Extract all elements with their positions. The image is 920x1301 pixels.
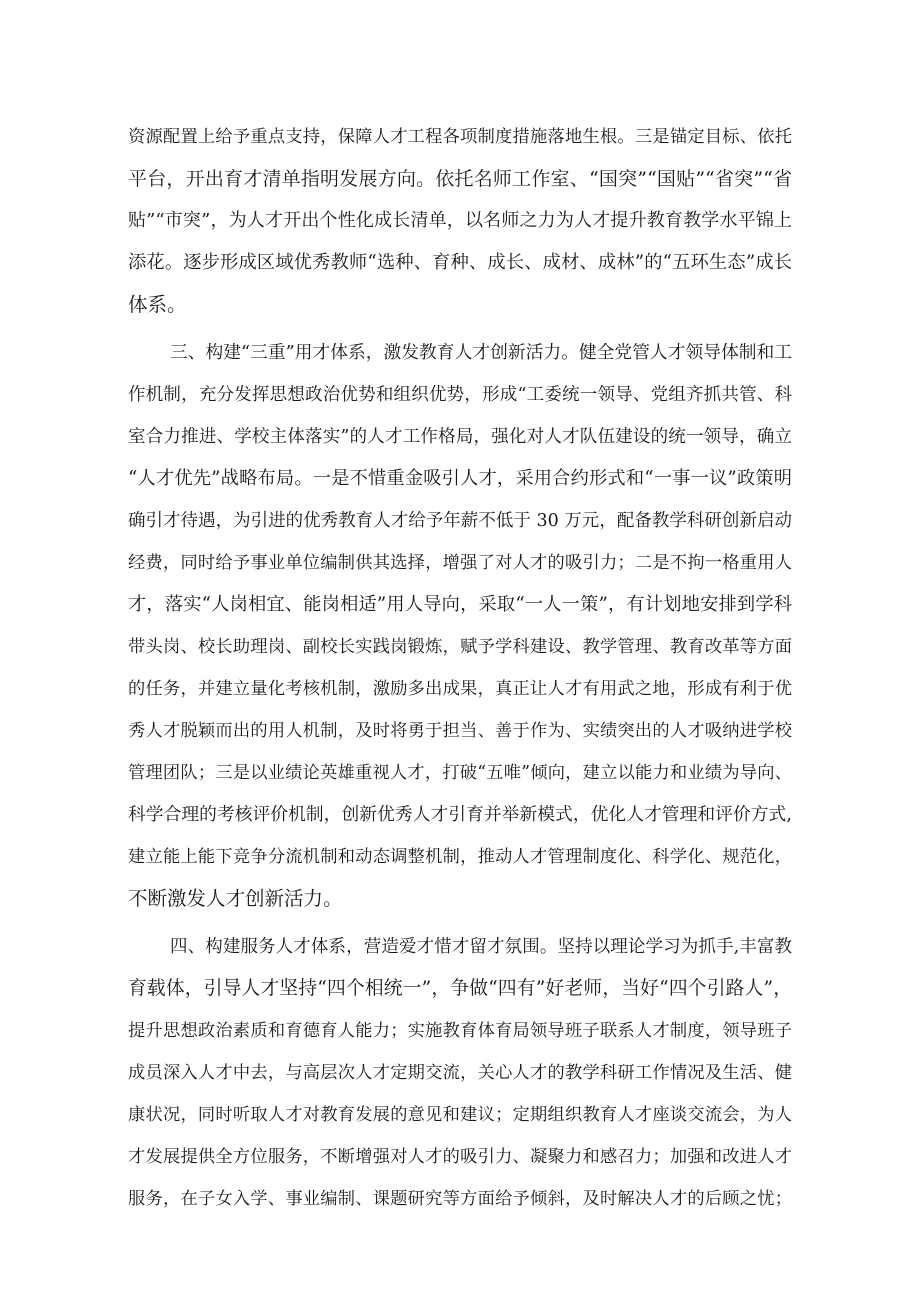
text-line: 经费，同时给予事业单位编制供其选择，增强了对人才的吸引力；二是不拘一格重用人 [128, 553, 792, 573]
text-line: 贴”“市突”，为人才开出个性化成长清单，以名师之力为人才提升教育教学水平锦上 [128, 210, 792, 231]
text-line: 的任务，并建立量化考核机制，激励多出成果，真正让人才有用武之地，形成有利于优 [128, 679, 792, 699]
text-line: 秀人才脱颖而出的用人机制，及时将勇于担当、善于作为、实绩突出的人才吸纳进学校 [128, 721, 792, 741]
text-line: 添花。逐步形成区域优秀教师“选种、育种、成长、成材、成林”的“五环生态”成长 [128, 252, 792, 273]
text-line: 四、构建服务人才体系，营造爱才惜才留才氛围。坚持以理论学习为抓手,丰富教 [170, 937, 792, 957]
text-line: 成员深入人才中去，与高层次人才定期交流，关心人才的教学科研工作情况及生活、健 [128, 1063, 792, 1083]
text-line: 体系。 [128, 293, 187, 316]
text-line: 管理团队；三是以业绩论英雄重视人才，打破“五唯”倾向，建立以能力和业绩为导向、 [128, 763, 792, 783]
text-line: 确引才待遇，为引进的优秀教育人才给予年薪不低于 30 万元，配备教学科研创新启动 [128, 511, 792, 531]
text-line: 才发展提供全方位服务，不断增强对人才的吸引力、凝聚力和感召力；加强和改进人才 [128, 1147, 792, 1167]
text-line: 服务，在子女入学、事业编制、课题研究等方面给予倾斜，及时解决人才的后顾之忧； [128, 1189, 792, 1209]
text-line: “人才优先”战略布局。一是不惜重金吸引人才，采用合约形式和“一事一议”政策明 [128, 468, 792, 489]
text-line: 作机制，充分发挥思想政治优势和组织优势，形成“工委统一领导、党组齐抓共管、科 [128, 385, 792, 405]
text-line: 才，落实“人岗相宜、能岗相适”用人导向，采取“一人一策”，有计划地安排到学科 [128, 594, 792, 615]
text-line: 带头岗、校长助理岗、副校长实践岗锻炼，赋予学科建设、教学管理、教育改革等方面 [128, 637, 792, 657]
text-line: 提升思想政治素质和育德育人能力；实施教育体育局领导班子联系人才制度，领导班子 [128, 1021, 792, 1041]
text-line: 资源配置上给予重点支持，保障人才工程各项制度措施落地生根。三是锚定目标、依托 [128, 127, 792, 147]
text-line: 科学合理的考核评价机制，创新优秀人才引育并举新模式，优化人才管理和评价方式, [128, 805, 792, 825]
text-line: 育载体，引导人才坚持“四个相统一”，争做“四有”好老师，当好“四个引路人”， [128, 978, 792, 999]
text-line: 三、构建“三重”用才体系，激发教育人才创新活力。健全党管人才领导体制和工 [170, 343, 792, 363]
text-line: 康状况，同时听取人才对教育发展的意见和建议；定期组织教育人才座谈交流会，为人 [128, 1105, 792, 1125]
text-line: 建立能上能下竞争分流机制和动态调整机制，推动人才管理制度化、科学化、规范化， [128, 847, 792, 867]
text-line: 不断激发人才创新活力。 [128, 887, 343, 910]
text-line: 平台，开出育才清单指明发展方向。依托名师工作室、“国突”“国贴”“省突”“省 [128, 168, 792, 190]
text-line: 室合力推进、学校主体落实”的人才工作格局，强化对人才队伍建设的统一领导，确立 [128, 427, 792, 447]
